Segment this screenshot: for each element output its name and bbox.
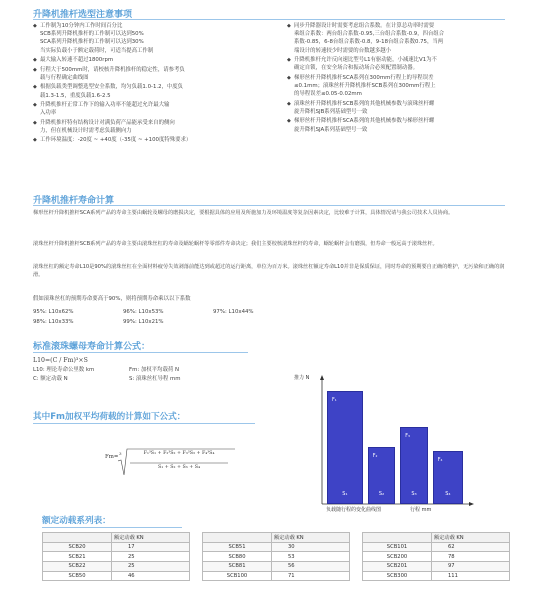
legend-cell: Fm: 加权平均载荷 N (129, 367, 179, 373)
chart-bar-2 (368, 447, 396, 504)
note-line: ≤0.1mm；滚珠丝杆升降机推杆SCB系列在300mm行程上 (294, 83, 436, 90)
survival-intro: 假如滚珠丝杠的预期寿命要高于90%，则将预期寿命乘以以下系数 (33, 296, 191, 302)
table-row (43, 552, 190, 562)
note-line: 系数-0.85，6-8台组合系数-0.8，9-18台组合系数0.75，当两 (294, 39, 444, 46)
section-title-selection: 升降机推杆选型注意事项 (33, 10, 133, 20)
divider (33, 205, 505, 206)
table-header-load: 额定动载 KN (432, 533, 510, 543)
table-header-row (43, 533, 190, 543)
note-line: ◆ 梯形丝杆升降机推杆SCA系列在300mm行程上的导程误差 (294, 74, 434, 81)
fm-denominator: S₁ + S₂ + S₃ + S₄ (157, 465, 201, 470)
bar-segment-label: S₄ (445, 490, 451, 497)
note-line: ◆ 工作制为10分钟内工作时间百分比 (40, 23, 123, 29)
legend-row (33, 366, 263, 375)
table-row (203, 542, 350, 552)
note-left-item (33, 22, 265, 55)
load-cell: 71 (272, 571, 350, 581)
model-cell: SCB300 (363, 571, 432, 581)
legend-cell: L10: 理论寿命公里数 km (33, 367, 95, 373)
note-line: 乘组合系数：两台组合系数-0.95,三台组合系数-0.9，四台组合 (294, 31, 445, 38)
note-line: ◆ 升降机推杆允许反向速比型号L1有驱动能，小减速比V1为不 (294, 57, 437, 64)
note-left-item (33, 101, 265, 117)
table-row (43, 542, 190, 552)
table-row (363, 571, 510, 581)
load-cell: 25 (112, 562, 190, 572)
note-right-item (287, 56, 512, 72)
chart-bar-1 (327, 391, 363, 504)
selection-notes-left (33, 22, 265, 146)
factor-row (33, 318, 333, 328)
root-index: 3 (119, 451, 122, 456)
l10-formula: L10=(C / Fm)³×S (33, 357, 88, 364)
load-cell: 97 (432, 562, 510, 572)
model-cell: SCB50 (43, 571, 112, 581)
chart-bars (322, 374, 472, 504)
table-header-load: 额定动载 KN (112, 533, 190, 543)
legend-cell: S: 滚珠丝杠导程 mm (129, 376, 181, 382)
note-line: ◆ 滚珠丝杆升降机推杆SCB系列的其他机械参数与滚珠丝杆螺 (294, 100, 435, 107)
note-line: 力，但在机械设计时需考虑负载侧向力 (40, 127, 132, 134)
note-line: ◆ 最大输入转速不超过1800rpm (40, 57, 114, 64)
model-cell: SCB21 (43, 552, 112, 562)
note-line: SCA系列升降机推杆的工作制可以达到30% (40, 39, 144, 46)
note-right-item (287, 74, 512, 99)
note-line: 旋升降机SJB系列基础型号一致 (294, 108, 368, 115)
note-line: 载1.3-1.5，重度负载1.6-2.5 (40, 92, 111, 99)
note-left-item (33, 66, 265, 82)
model-cell: SCB201 (363, 562, 432, 572)
section-title-formula: 标准滚珠螺母寿命计算公式： (33, 342, 151, 352)
note-line: 载与行程确定曲线图 (40, 74, 89, 81)
dynamic-load-table-1 (42, 532, 190, 581)
model-cell: SCB81 (203, 562, 272, 572)
table-header-model (43, 533, 112, 543)
dynamic-load-table-2 (202, 532, 350, 581)
fm-numerator: F₁³S₁ + F₂³S₂ + F₃³S₃ + F₄³S₄ (143, 451, 215, 456)
table-header-model (203, 533, 272, 543)
note-line: ◆ 升降机推杆正常工作下的输入功率不能超过允许最大输 (40, 102, 170, 109)
table-row (43, 571, 190, 581)
note-line: ◆ 升降机推杆特有结构设计对满负荷产品能承受来自的侧向 (40, 119, 175, 126)
paragraph-scb-life: 滚珠丝杆升降机推杆SCB系列产品的寿命主要由滚珠丝杠的寿命及蜗轮蜗杆等零部件寿命决定；我们主要校核滚珠丝杆的寿命，蜗轮蜗杆会有磨损，但寿命一般远高于滚珠丝杆。 (33, 241, 438, 247)
note-line: 端设计的转速较少时需要的台数越多越小 (294, 47, 392, 54)
note-left-item (33, 136, 265, 144)
survival-factors (33, 308, 333, 328)
load-chart (286, 374, 516, 514)
model-cell: SCB200 (363, 552, 432, 562)
factor-cell: 96%: L10x53% (123, 309, 164, 315)
table-header-model (363, 533, 432, 543)
bar-force-label: F₄ (437, 457, 443, 463)
model-cell: SCB22 (43, 562, 112, 572)
chart-bar-4 (433, 451, 463, 504)
load-cell: 53 (272, 552, 350, 562)
dynamic-load-table-3 (362, 532, 510, 581)
table-row (363, 562, 510, 572)
bar-force-label: F₂ (372, 454, 378, 460)
legend-cell: C: 额定动载 N (33, 376, 68, 382)
note-left-item (33, 119, 265, 135)
bar-force-label: F₁ (332, 397, 337, 403)
section-title-fm: 其中Fm加权平均荷载的计算如下公式： (33, 412, 186, 422)
selection-notes-right (287, 22, 512, 135)
factor-cell: 97%: L10x44% (213, 309, 254, 315)
note-line: ◆ 同步升降器设计时需要考虑组合系数。在计算总功率时需要 (294, 23, 435, 29)
divider (33, 19, 505, 20)
chart-xlabel: 行程 mm (410, 507, 432, 513)
load-cell: 46 (112, 571, 190, 581)
model-cell: SCB101 (363, 542, 432, 552)
formula-legend (33, 366, 263, 384)
fm-label: Fm= (105, 454, 119, 460)
bar-segment-label: S₂ (378, 490, 385, 497)
chart-caption: 负载随行程的变化曲线图 (326, 507, 382, 513)
note-line: 确定自锁，在安全场合和振动场合必须配置制动器。 (294, 65, 418, 72)
bar-segment-label: S₃ (411, 490, 417, 497)
load-cell: 17 (112, 542, 190, 552)
load-cell: 62 (432, 542, 510, 552)
section-title-life: 升降机推杆寿命计算 (33, 196, 115, 206)
model-cell: SCB51 (203, 542, 272, 552)
section-title-dynamic-load: 额定动载系列表： (42, 516, 111, 526)
table-row (203, 552, 350, 562)
note-line: SCB系列升降机推杆的工作制可以达到50% (40, 31, 144, 38)
load-cell: 78 (432, 552, 510, 562)
note-left-item (33, 83, 265, 99)
table-row (363, 542, 510, 552)
model-cell: SCB100 (203, 571, 272, 581)
note-left-item (33, 56, 265, 64)
factor-row (33, 308, 333, 318)
divider (42, 527, 182, 528)
note-right-item (287, 117, 512, 133)
model-cell: SCB20 (43, 542, 112, 552)
model-cell: SCB80 (203, 552, 272, 562)
bar-force-label: F₃ (405, 433, 410, 439)
table-header-row (203, 533, 350, 543)
note-line: ◆ 根据负载类型调整选型安全系数，均匀负载1.0-1.2，中度负 (40, 84, 184, 91)
load-cell: 30 (272, 542, 350, 552)
load-cell: 56 (272, 562, 350, 572)
note-right-item (287, 22, 512, 55)
paragraph-sca-life: 梯形丝杆升降机推杆SCA系列产品的寿命主要由蜗轮及螺母的磨损决定，要根据具体的应用及所施加力及环境温度等复杂因素决定，比较难于计算，具体情况请与我公司技术人员协商。 (33, 210, 454, 216)
table-row (203, 562, 350, 572)
chart-ylabel: 推力 N (294, 375, 310, 381)
table-row (203, 571, 350, 581)
note-line: ◆ 工作环境温度：-20度 ~ +40度（-35度 ~ +100度特殊要求） (40, 137, 192, 144)
note-line: ◆ 行程大于500mm时，请校核升降机推杆的稳定性，请参考负 (40, 66, 185, 73)
factor-cell: 99%: L10x21% (123, 319, 164, 325)
chart-bar-3 (400, 427, 428, 504)
table-header-row (363, 533, 510, 543)
paragraph-l10: 滚珠丝杠的额定寿命L10是90%的滚珠丝杠在全面材料疲劳失效剥落前能达到或超过的运行距离，单位为百万米。滚珠丝杠额定寿命L10并非是保质保证，同时寿命的预期要自正确的维护，无污染和正确的润滑。 (33, 264, 505, 278)
table-row (363, 552, 510, 562)
divider (33, 352, 248, 353)
factor-cell: 95%: L10x62% (33, 309, 74, 315)
note-line: ◆ 梯形丝杆升降机推杆SCA系列的其他机械参数与梯形丝杆螺 (294, 118, 435, 125)
note-line: 的导程误差≤0.05-0.02mm (294, 91, 362, 98)
legend-row (33, 375, 263, 384)
note-right-item (287, 100, 512, 116)
bar-segment-label: S₁ (342, 490, 348, 497)
load-cell: 111 (432, 571, 510, 581)
load-cell: 25 (112, 552, 190, 562)
table-row (43, 562, 190, 572)
note-line: 旋升降机SJA系列基础型号一致 (294, 126, 368, 133)
note-line: 当实际负载小于额定载荷时，可适当提高工作制 (40, 47, 154, 54)
table-header-load: 额定动载 KN (272, 533, 350, 543)
divider (33, 423, 255, 424)
factor-cell: 98%: L10x33% (33, 319, 74, 325)
note-line: 入功率 (40, 110, 57, 117)
